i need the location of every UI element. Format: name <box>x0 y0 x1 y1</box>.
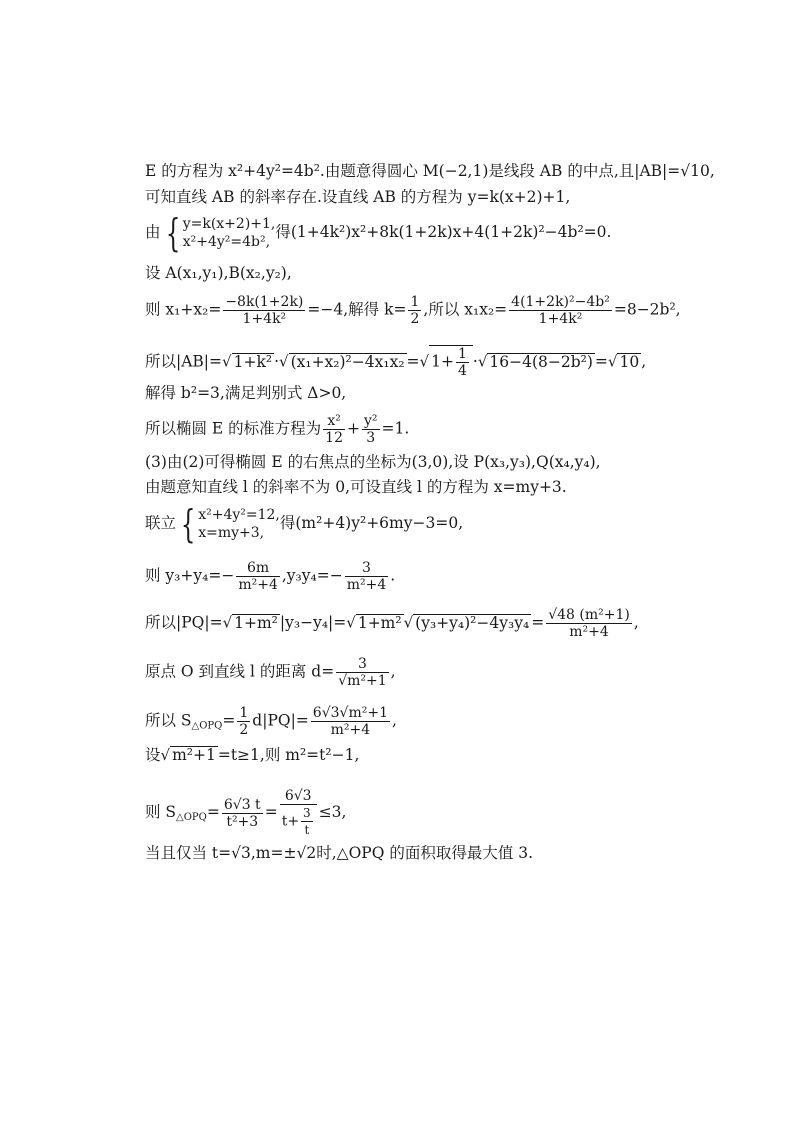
text: 原点 O 到直线 l 的距离 d= <box>145 662 335 681</box>
numerator: 4(1+2k)²−4b² <box>511 294 610 310</box>
text: = <box>531 613 545 632</box>
system-eq-1: x²+4y²=12, <box>198 507 280 523</box>
system-eq-2: x=my+3, <box>198 525 265 541</box>
text: (3)由(2)可得椭圆 E 的右焦点的坐标为(3,0),设 P(x₃,y₃),Q(x₄,y₄), <box>145 453 601 471</box>
text: 则 x₁+x₂= <box>145 300 222 319</box>
denominator: 1+4k² <box>242 311 287 327</box>
line-10 <box>145 477 567 497</box>
numerator: y² <box>364 413 378 429</box>
text: 所以|AB|= <box>145 352 223 371</box>
equation-system <box>161 211 276 255</box>
text: 由 <box>145 223 161 241</box>
fraction <box>301 805 313 838</box>
system-eq-2: x²+4y²=4b², <box>182 234 271 250</box>
numerator: 6√3 <box>280 788 317 805</box>
numerator: 3 <box>303 806 311 820</box>
subscript: △OPQ <box>176 812 207 823</box>
fraction <box>408 294 421 327</box>
denominator: 1+4k² <box>538 311 583 327</box>
system-eq-1: y=k(x+2)+1, <box>182 216 276 232</box>
denominator: t <box>304 823 310 837</box>
text: =8−2b², <box>613 300 681 319</box>
line-5 <box>145 294 681 327</box>
line-12 <box>145 560 395 593</box>
numerator: 6√3√m²+1 <box>312 705 388 721</box>
text: . <box>390 566 396 585</box>
text: 则 y₃+y₄=− <box>145 566 235 585</box>
denominator: 2 <box>239 722 249 738</box>
numerator: 3 <box>345 560 389 577</box>
radicand: (x₁+x₂)²−4x₁x₂ <box>290 352 405 371</box>
text: 由题意知直线 l 的斜率不为 0,可设直线 l 的方程为 x=my+3. <box>145 478 567 496</box>
radicand: 1+k² <box>233 352 273 371</box>
text: , <box>391 711 397 730</box>
radicand: 16−4(8−2b²) <box>489 352 593 371</box>
numerator: 1 <box>239 705 249 721</box>
line-14 <box>145 656 396 689</box>
text: · <box>274 352 279 371</box>
subscript: △OPQ <box>191 720 223 732</box>
text: , <box>390 662 396 681</box>
text: 得(1+4k²)x²+8k(1+2k)x+4(1+2k)²−4b²=0. <box>275 223 612 241</box>
numerator: 1 <box>410 294 420 310</box>
fraction <box>222 797 263 830</box>
fraction <box>509 294 612 327</box>
text: 联立 <box>145 514 177 532</box>
text: d|PQ|= <box>252 711 309 730</box>
denominator: √m²+1 <box>338 673 387 689</box>
text: =1. <box>381 419 410 438</box>
line-1 <box>145 161 715 181</box>
text: 可知直线 AB 的斜率存在.设直线 AB 的方程为 y=k(x+2)+1, <box>145 188 571 206</box>
fraction <box>546 607 632 640</box>
fraction <box>236 560 280 593</box>
text: = <box>406 352 420 371</box>
line-8 <box>145 413 409 446</box>
numerator: −8k(1+2k) <box>225 294 304 310</box>
fraction <box>223 294 305 327</box>
line-9 <box>145 452 601 472</box>
numerator: 1 <box>457 346 467 362</box>
line-4 <box>145 263 292 283</box>
fraction <box>237 705 250 738</box>
line-17 <box>145 788 346 838</box>
line-7 <box>145 383 346 403</box>
fraction <box>280 788 317 838</box>
denominator: t²+3 <box>226 813 259 830</box>
text: |y₃−y₄|= <box>279 613 347 632</box>
text: 1+ <box>431 352 454 371</box>
numerator: x² <box>323 413 345 430</box>
denominator: m²+4 <box>330 722 371 738</box>
text: , <box>641 352 647 371</box>
denominator <box>280 805 317 838</box>
text: =−4,解得 k= <box>307 300 407 319</box>
radicand: 10 <box>619 352 640 371</box>
text: 设 A(x₁,y₁),B(x₂,y₂), <box>145 264 292 282</box>
text: = <box>206 803 220 821</box>
denominator: 3 <box>366 430 376 446</box>
text: 所以|PQ|= <box>145 613 223 632</box>
numerator: 6√3 t <box>223 796 261 813</box>
text: ≤3, <box>318 803 347 821</box>
text: t+ <box>281 813 300 830</box>
radicand: m²+1 <box>172 746 216 764</box>
text: · <box>472 352 478 371</box>
numerator: 6m <box>236 560 280 577</box>
line-11-system <box>145 502 464 546</box>
text: ,所以 x₁x₂= <box>423 300 508 319</box>
text: = <box>264 803 278 821</box>
text: E 的方程为 x²+4y²=4b².由题意得圆心 M(−2,1)是线段 AB 的中点,且|AB|=√10, <box>145 162 715 180</box>
line-16: 设√ m²+1 =t≥1,则 m²=t²−1, <box>145 746 360 764</box>
line-6: 所以|AB|=√ 1+k² ·√ (x₁+x₂)²−4x₁x₂ =√ 1+ $\frac{1}{4}$ ·√ 16−4(8−2b²) =√ 10 , <box>145 346 647 379</box>
line-3-system <box>145 211 612 255</box>
brace-symbol: { <box>180 502 196 546</box>
text: 解得 b²=3,满足判别式 Δ>0, <box>145 384 347 402</box>
line-18 <box>145 843 533 863</box>
fraction <box>336 656 388 689</box>
denominator: m²+4 <box>346 577 387 593</box>
denominator: 4 <box>457 363 467 379</box>
text: , <box>633 613 639 632</box>
fraction <box>345 560 389 593</box>
fraction <box>362 413 380 446</box>
denominator: 12 <box>325 430 343 446</box>
radicand: 1+m² <box>234 613 278 632</box>
text: = <box>222 711 236 730</box>
denominator: m²+4 <box>569 624 609 640</box>
text: 所以椭圆 E 的标准方程为 <box>145 419 322 438</box>
numerator: √48 (m²+1) <box>548 607 630 623</box>
text: 当且仅当 t=√3,m=±√2时,△OPQ 的面积取得最大值 3. <box>145 844 534 862</box>
line-13: 所以|PQ|=√ 1+m² |y₃−y₄|=√ 1+m² √ (y₃+y₄)²−4y₃y₄ = $\frac{\text{√48 (m²+1)}}{\text{m²+4}}$ , <box>145 607 639 640</box>
text: 设 <box>145 746 161 764</box>
fraction <box>311 705 390 738</box>
text: =t≥1,则 m²=t²−1, <box>217 746 360 764</box>
radicand: (y₃+y₄)²−4y₃y₄ <box>415 613 530 632</box>
denominator: m²+4 <box>238 577 278 593</box>
brace-symbol: { <box>165 211 180 255</box>
radicand: 1+m² <box>357 613 402 632</box>
radicand <box>429 345 473 379</box>
text: = <box>594 352 608 371</box>
fraction <box>323 413 345 446</box>
text: 则 S <box>145 803 177 821</box>
text: ,y₃y₄=− <box>281 566 343 585</box>
text: 所以 S <box>145 711 192 730</box>
denominator: 2 <box>410 311 420 327</box>
text: 得(m²+4)y²+6my−3=0, <box>279 514 464 532</box>
line-15 <box>145 705 397 738</box>
numerator: 3 <box>336 656 388 673</box>
line-2 <box>145 187 570 207</box>
text: + <box>347 419 360 438</box>
fraction <box>456 346 469 379</box>
equation-system <box>176 502 280 546</box>
